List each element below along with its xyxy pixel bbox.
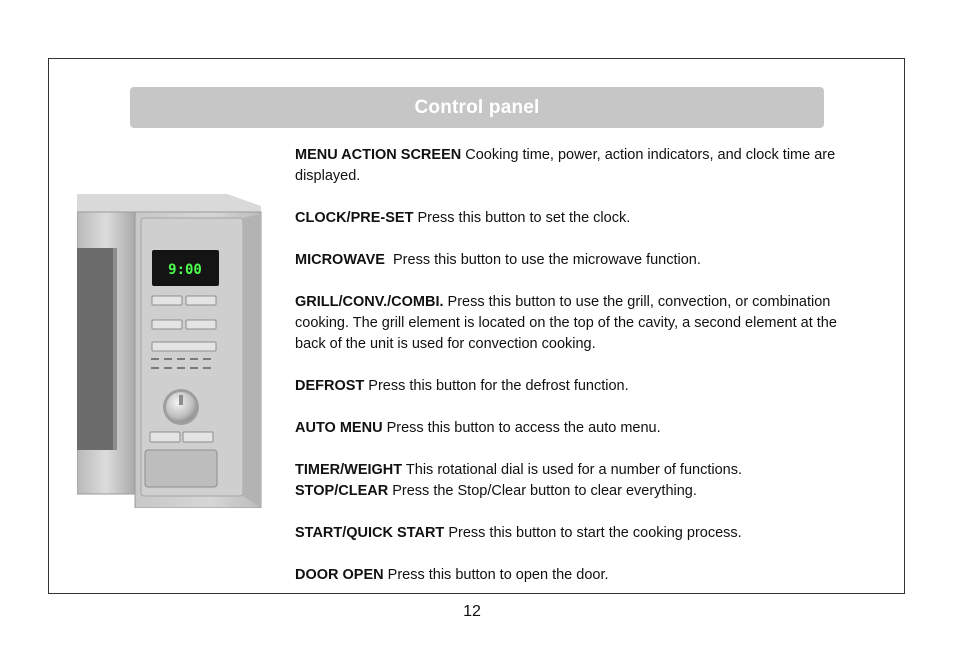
item-start-quick-start: START/QUICK START Press this button to start the cooking process. [295, 525, 742, 541]
page-number: 12 [463, 603, 481, 620]
item-timer-weight: TIMER/WEIGHT This rotational dial is used for a number of functions. [295, 462, 742, 478]
stop-clear-button [150, 432, 180, 442]
door-window [77, 248, 113, 450]
item-grill-conv-combi: GRILL/CONV./COMBI. Press this button to use the grill, convection, or combination cooking. The grill element is located on the top of the cavity, a second element at the back of the unit is used for convection cooking. [295, 294, 837, 352]
start-quick-start-button [183, 432, 213, 442]
item-clock-preset: CLOCK/PRE-SET Press this button to set the clock. [295, 210, 631, 226]
clock-preset-button [152, 296, 182, 305]
microwave-top [77, 194, 261, 214]
auto-menu-button [152, 342, 216, 351]
item-defrost: DEFROST Press this button for the defrost function. [295, 378, 629, 394]
microwave-control-panel-illustration [77, 192, 263, 508]
section-title: Control panel [414, 96, 540, 118]
grill-conv-combi-button [152, 320, 182, 329]
item-auto-menu: AUTO MENU Press this button to access the auto menu. [295, 420, 661, 436]
item-stop-clear: STOP/CLEAR Press the Stop/Clear button to clear everything. [295, 483, 697, 499]
display-time: 9:00 [168, 262, 202, 278]
item-door-open: DOOR OPEN Press this button to open the door. [295, 567, 609, 583]
item-microwave: MICROWAVE Press this button to use the microwave function. [295, 252, 701, 268]
item-menu-action-screen: MENU ACTION SCREEN Cooking time, power, action indicators, and clock time are displayed. [295, 147, 836, 184]
defrost-button [186, 320, 216, 329]
control-descriptions [295, 145, 855, 586]
section-header-bar [130, 87, 824, 128]
microwave-button [186, 296, 216, 305]
door-open-button [145, 450, 217, 487]
